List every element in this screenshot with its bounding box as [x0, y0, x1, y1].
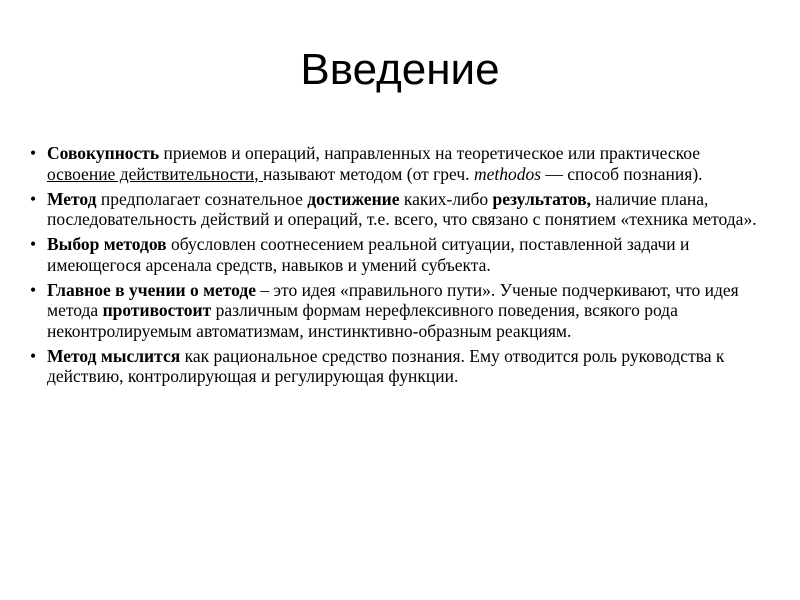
bullet-text-segment: называют методом (от греч.: [263, 163, 474, 184]
slide-title: Введение: [300, 45, 500, 94]
bullet-text-segment: Выбор методов: [47, 234, 167, 254]
bullet-text-segment: — способ познания).: [541, 163, 703, 184]
bullet-text-segment: достижение: [307, 188, 400, 209]
bullet-marker: •: [30, 188, 37, 209]
bullet-item: [30, 143, 760, 184]
bullet-marker: •: [30, 279, 37, 300]
bullet-list: [30, 143, 760, 391]
bullet-text-segment: как рациональное средство познания. Ему отводится роль руководства к действию, контролирующая и регулирующая функции.: [47, 345, 725, 386]
bullet-item: [30, 346, 760, 387]
bullet-text-segment: Главное в учении о методе: [47, 279, 257, 300]
bullet-text-segment: Совокупность: [47, 143, 160, 163]
bullet-text-segment: обусловлен соотнесением реальной ситуации, поставленной задачи и имеющегося арсенала средств, навыков и умений субъекта.: [47, 234, 690, 275]
bullet-text-segment: наличие плана, последовательность действий и операций, т.е. всего, что связано с понятием «техника метода».: [47, 188, 757, 229]
bullet-text-segment: предполагает сознательное: [96, 188, 308, 209]
bullet-item: [30, 189, 760, 230]
bullet-marker: •: [30, 345, 37, 366]
bullet-item: [30, 234, 760, 275]
bullet-item: [30, 280, 760, 342]
bullet-text-segment: противостоит: [102, 300, 212, 320]
bullet-marker: •: [30, 234, 37, 254]
bullet-text-segment: различным формам нерефлексивного поведения, всякого рода неконтролируемым автоматизмам, инстинктивно-образным реакциям.: [47, 300, 678, 341]
bullet-text-segment: methodos: [473, 163, 542, 184]
bullet-text-segment: приемов и операций, направленных на теоретическое или практическое: [159, 143, 700, 163]
bullet-text-segment: каких-либо: [399, 188, 493, 209]
bullet-text-segment: Метод мыслится: [47, 345, 181, 366]
bullet-text-segment: – это идея «правильного пути». Ученые подчеркивают, что идея метода: [47, 279, 739, 320]
bullet-text-segment: Метод: [47, 188, 97, 209]
bullet-text-segment: результатов,: [492, 188, 591, 209]
bullet-marker: •: [30, 143, 37, 163]
bullet-text-segment: освоение действительности,: [47, 163, 263, 184]
